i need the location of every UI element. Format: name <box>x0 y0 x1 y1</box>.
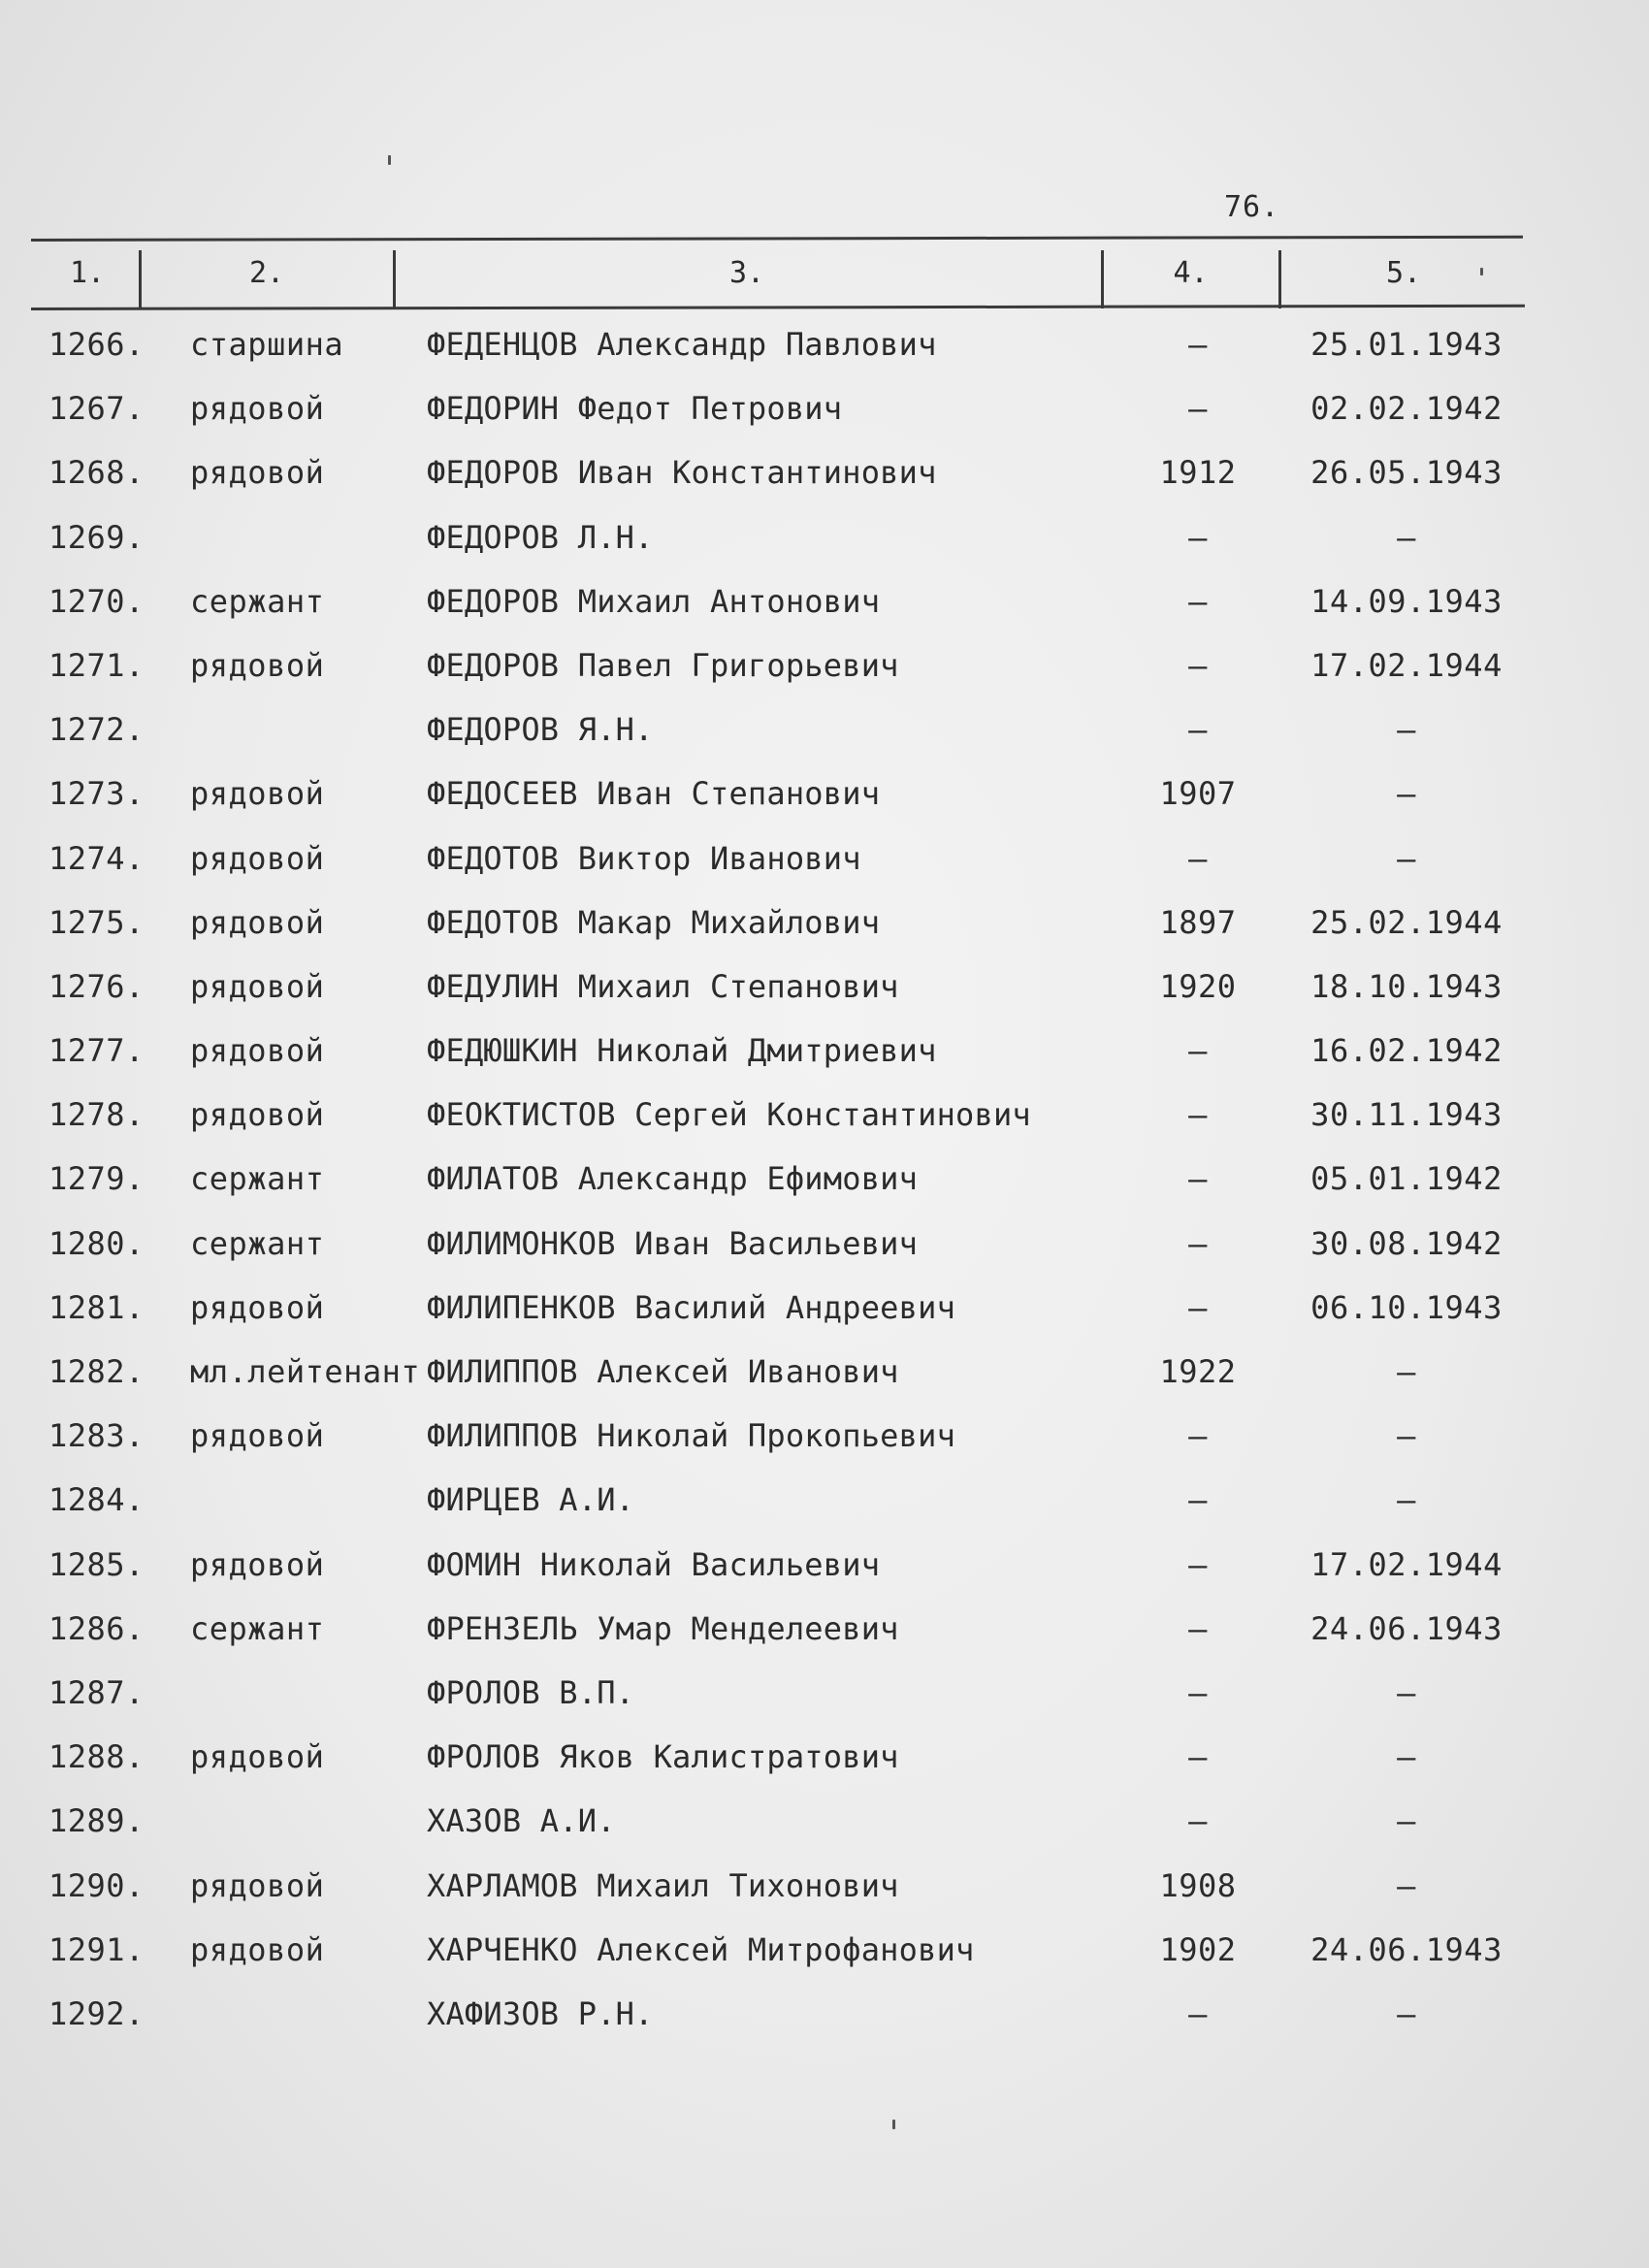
row-name: ФЕДОРОВ Павел Григорьевич <box>427 646 899 684</box>
header-col-1: 1. <box>69 256 106 290</box>
row-date: – <box>1397 1802 1416 1840</box>
row-number: 1283. <box>48 1417 145 1455</box>
row-name: ФРОЛОВ Яков Калистратович <box>427 1738 899 1776</box>
row-rank: рядовой <box>190 646 325 684</box>
row-name: ФИРЦЕВ А.И. <box>427 1481 635 1519</box>
table-row <box>0 1540 1649 1604</box>
row-name: ФИЛИПЕНКОВ Василий Андреевич <box>427 1288 956 1326</box>
column-separator <box>139 250 142 308</box>
row-number: 1289. <box>48 1802 145 1840</box>
row-birth-year: – <box>1188 1545 1208 1583</box>
row-birth-year: – <box>1188 1160 1208 1198</box>
table-row <box>0 1283 1649 1347</box>
row-name: ФЕДЕНЦОВ Александр Павлович <box>427 326 937 363</box>
row-date: – <box>1397 1417 1416 1455</box>
row-rank: старшина <box>190 326 344 363</box>
row-name: ФОМИН Николай Васильевич <box>427 1545 881 1583</box>
row-birth-year: – <box>1188 1994 1208 2032</box>
row-date: – <box>1397 1481 1416 1519</box>
row-rank: рядовой <box>190 1738 325 1776</box>
row-birth-year: – <box>1188 1032 1208 1070</box>
row-name: ФЕДОРОВ Михаил Антонович <box>427 582 881 620</box>
row-date: – <box>1397 518 1416 556</box>
row-birth-year: – <box>1188 1802 1208 1840</box>
row-birth-year: – <box>1188 582 1208 620</box>
row-number: 1278. <box>48 1096 145 1134</box>
row-birth-year: – <box>1188 1609 1208 1647</box>
scan-speck <box>388 155 391 165</box>
table-row <box>0 1090 1649 1154</box>
row-birth-year: – <box>1188 518 1208 556</box>
row-name: ФИЛИППОВ Алексей Иванович <box>427 1353 899 1390</box>
row-date: 25.01.1943 <box>1310 326 1503 363</box>
row-number: 1268. <box>48 454 145 492</box>
row-birth-year: – <box>1188 390 1208 428</box>
row-rank: сержант <box>190 1224 325 1262</box>
row-rank: сержант <box>190 1160 325 1198</box>
table-row <box>0 1862 1649 1926</box>
table-row <box>0 834 1649 898</box>
row-name: ФЕОКТИСТОВ Сергей Константинович <box>427 1096 1031 1134</box>
row-number: 1271. <box>48 646 145 684</box>
row-rank: рядовой <box>190 1032 325 1070</box>
table-row <box>0 1026 1649 1090</box>
row-rank: рядовой <box>190 839 325 877</box>
row-date: 17.02.1944 <box>1310 1545 1503 1583</box>
row-number: 1274. <box>48 839 145 877</box>
row-birth-year: – <box>1188 646 1208 684</box>
column-separator <box>1278 250 1281 308</box>
table-header-bottom-rule <box>31 305 1525 310</box>
row-date: 16.02.1942 <box>1310 1032 1503 1070</box>
row-number: 1270. <box>48 582 145 620</box>
header-col-4: 4. <box>1173 256 1209 290</box>
row-rank: рядовой <box>190 1096 325 1134</box>
row-name: ФРОЛОВ В.П. <box>427 1673 635 1711</box>
row-rank: рядовой <box>190 1930 325 1968</box>
row-number: 1285. <box>48 1545 145 1583</box>
row-birth-year: 1920 <box>1159 967 1237 1005</box>
row-date: – <box>1397 1353 1416 1390</box>
table-body <box>0 320 1649 2054</box>
row-number: 1276. <box>48 967 145 1005</box>
row-birth-year: 1912 <box>1159 454 1237 492</box>
row-number: 1284. <box>48 1481 145 1519</box>
row-date: 05.01.1942 <box>1310 1160 1503 1198</box>
row-date: 06.10.1943 <box>1310 1288 1503 1326</box>
row-birth-year: – <box>1188 1417 1208 1455</box>
table-row <box>0 1926 1649 1990</box>
row-name: ХАЗОВ А.И. <box>427 1802 616 1840</box>
row-date: – <box>1397 1866 1416 1904</box>
row-name: ФЕДОТОВ Макар Михайлович <box>427 903 881 941</box>
row-name: ФИЛИППОВ Николай Прокопьевич <box>427 1417 956 1455</box>
row-name: ФЕДОСЕЕВ Иван Степанович <box>427 775 881 813</box>
scan-speck <box>892 2120 895 2129</box>
row-number: 1280. <box>48 1224 145 1262</box>
table-row <box>0 1797 1649 1861</box>
row-name: ФЕДЮШКИН Николай Дмитриевич <box>427 1032 937 1070</box>
row-rank: рядовой <box>190 903 325 941</box>
row-birth-year: – <box>1188 1224 1208 1262</box>
row-rank: рядовой <box>190 454 325 492</box>
table-row <box>0 769 1649 833</box>
row-number: 1291. <box>48 1930 145 1968</box>
row-name: ФЕДОРОВ Иван Константинович <box>427 454 937 492</box>
table-row <box>0 641 1649 705</box>
row-number: 1287. <box>48 1673 145 1711</box>
row-date: 17.02.1944 <box>1310 646 1503 684</box>
row-name: ФЕДУЛИН Михаил Степанович <box>427 967 899 1005</box>
row-rank: рядовой <box>190 775 325 813</box>
row-name: ФИЛИМОНКОВ Иван Васильевич <box>427 1224 919 1262</box>
row-date: 25.02.1944 <box>1310 903 1503 941</box>
table-row <box>0 898 1649 962</box>
row-date: 26.05.1943 <box>1310 454 1503 492</box>
row-number: 1267. <box>48 390 145 428</box>
table-row <box>0 1411 1649 1475</box>
row-birth-year: 1908 <box>1159 1866 1237 1904</box>
row-date: 02.02.1942 <box>1310 390 1503 428</box>
table-top-rule <box>31 236 1523 242</box>
row-birth-year: – <box>1188 1481 1208 1519</box>
row-date: 30.08.1942 <box>1310 1224 1503 1262</box>
row-number: 1273. <box>48 775 145 813</box>
row-rank: мл.лейтенант <box>190 1353 421 1390</box>
table-row <box>0 1347 1649 1411</box>
row-date: – <box>1397 711 1416 749</box>
table-row <box>0 705 1649 769</box>
row-date: – <box>1397 839 1416 877</box>
row-number: 1282. <box>48 1353 145 1390</box>
row-rank: сержант <box>190 1609 325 1647</box>
row-number: 1286. <box>48 1609 145 1647</box>
table-row <box>0 1990 1649 2054</box>
table-row <box>0 448 1649 512</box>
row-date: 24.06.1943 <box>1310 1609 1503 1647</box>
row-number: 1292. <box>48 1994 145 2032</box>
row-name: ФРЕНЗЕЛЬ Умар Менделеевич <box>427 1609 899 1647</box>
row-number: 1277. <box>48 1032 145 1070</box>
table-row <box>0 320 1649 384</box>
row-birth-year: – <box>1188 1673 1208 1711</box>
row-name: ХАФИЗОВ Р.Н. <box>427 1994 654 2032</box>
row-rank: рядовой <box>190 1866 325 1904</box>
row-birth-year: 1902 <box>1159 1930 1237 1968</box>
header-col-3: 3. <box>728 256 765 290</box>
row-rank: рядовой <box>190 1545 325 1583</box>
row-birth-year: – <box>1188 839 1208 877</box>
row-rank: рядовой <box>190 1288 325 1326</box>
table-row <box>0 962 1649 1026</box>
row-number: 1288. <box>48 1738 145 1776</box>
row-birth-year: 1922 <box>1159 1353 1237 1390</box>
row-name: ФЕДОРОВ Л.Н. <box>427 518 654 556</box>
row-birth-year: – <box>1188 1738 1208 1776</box>
row-name: ХАРЛАМОВ Михаил Тихонович <box>427 1866 899 1904</box>
row-name: ХАРЧЕНКО Алексей Митрофанович <box>427 1930 975 1968</box>
row-number: 1290. <box>48 1866 145 1904</box>
row-date: – <box>1397 1738 1416 1776</box>
row-date: 30.11.1943 <box>1310 1096 1503 1134</box>
row-date: 24.06.1943 <box>1310 1930 1503 1968</box>
row-birth-year: 1907 <box>1159 775 1237 813</box>
row-date: – <box>1397 775 1416 813</box>
row-number: 1269. <box>48 518 145 556</box>
table-row <box>0 1604 1649 1669</box>
header-col-2: 2. <box>248 256 285 290</box>
row-birth-year: – <box>1188 326 1208 363</box>
row-rank: рядовой <box>190 1417 325 1455</box>
row-birth-year: – <box>1188 1288 1208 1326</box>
column-separator <box>1101 250 1104 308</box>
row-number: 1281. <box>48 1288 145 1326</box>
row-date: – <box>1397 1994 1416 2032</box>
row-birth-year: – <box>1188 1096 1208 1134</box>
row-name: ФЕДОРОВ Я.Н. <box>427 711 654 749</box>
row-date: – <box>1397 1673 1416 1711</box>
table-row <box>0 1733 1649 1797</box>
row-birth-year: 1897 <box>1159 903 1237 941</box>
row-name: ФЕДОРИН Федот Петрович <box>427 390 843 428</box>
page-number: 76. <box>1224 190 1280 224</box>
row-number: 1272. <box>48 711 145 749</box>
scan-speck <box>1480 268 1483 275</box>
row-birth-year: – <box>1188 711 1208 749</box>
table-row <box>0 384 1649 448</box>
table-row <box>0 513 1649 577</box>
column-separator <box>393 250 396 308</box>
table-row <box>0 1475 1649 1539</box>
row-date: 18.10.1943 <box>1310 967 1503 1005</box>
row-date: 14.09.1943 <box>1310 582 1503 620</box>
row-number: 1266. <box>48 326 145 363</box>
header-col-5: 5. <box>1385 256 1422 290</box>
row-name: ФИЛАТОВ Александр Ефимович <box>427 1160 919 1198</box>
row-rank: сержант <box>190 582 325 620</box>
table-row <box>0 1669 1649 1733</box>
row-rank: рядовой <box>190 390 325 428</box>
table-row <box>0 1154 1649 1218</box>
row-rank: рядовой <box>190 967 325 1005</box>
row-number: 1275. <box>48 903 145 941</box>
table-row <box>0 1219 1649 1283</box>
table-row <box>0 577 1649 641</box>
row-name: ФЕДОТОВ Виктор Иванович <box>427 839 861 877</box>
row-number: 1279. <box>48 1160 145 1198</box>
